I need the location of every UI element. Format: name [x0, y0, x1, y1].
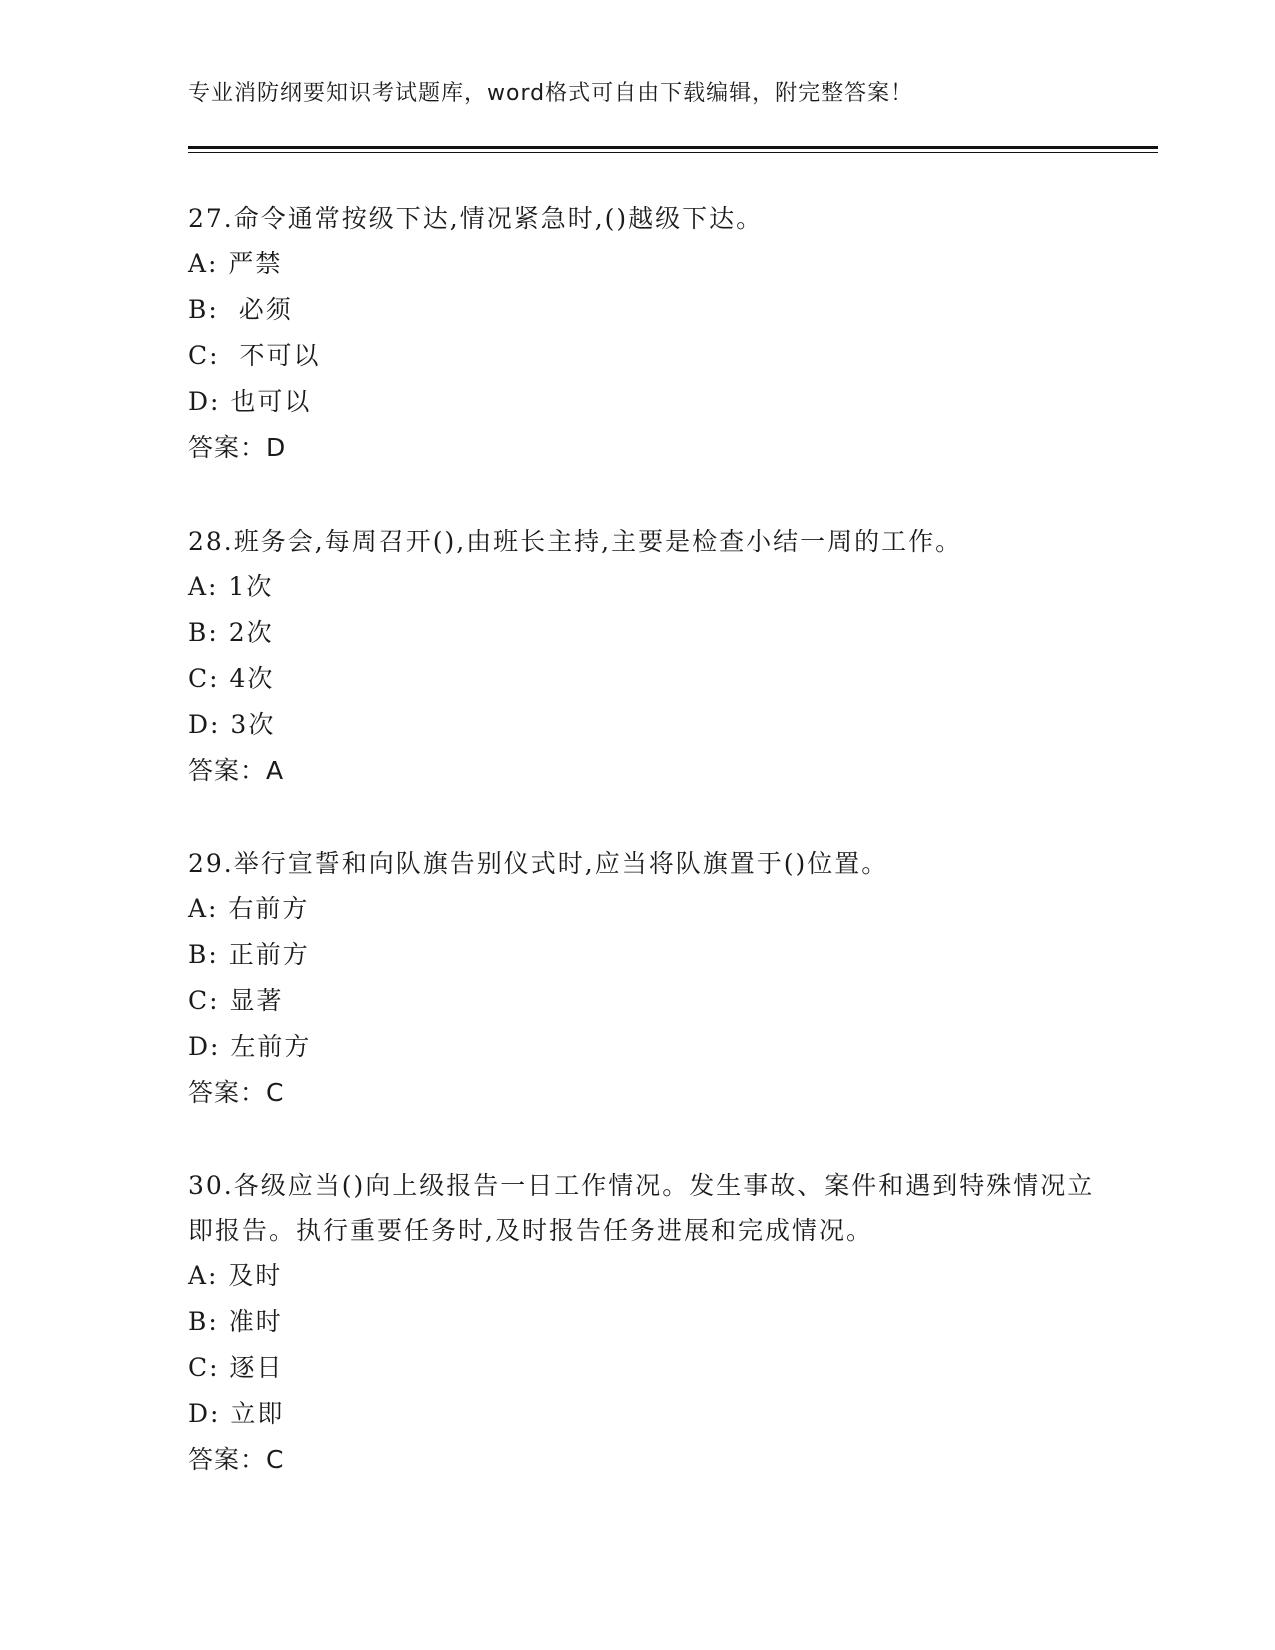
- answer-line: [188, 748, 1108, 794]
- question-stem: 30.各级应当()向上级报告一日工作情况。发生事故、案件和遇到特殊情况立即报告。执行重要任务时,及时报告任务进展和完成情况。: [188, 1171, 1095, 1245]
- option-c: C: 显著: [188, 986, 284, 1015]
- answer-label: 答案：: [188, 433, 267, 462]
- option-b: B: 正前方: [188, 940, 310, 969]
- question-stem: 27.命令通常按级下达,情况紧急时,()越级下达。: [188, 204, 764, 233]
- answer-line: [188, 425, 1108, 471]
- option-a: A: 右前方: [188, 894, 310, 923]
- question-29: [188, 841, 1108, 1116]
- option-d: D: 3次: [188, 710, 276, 739]
- option-a: A: 1次: [188, 572, 274, 601]
- answer-label: 答案：: [188, 756, 267, 785]
- answer-value: A: [266, 756, 284, 785]
- option-b: B: 准时: [188, 1307, 283, 1336]
- header-rule-thin: [188, 152, 1158, 153]
- question-30: [188, 1163, 1108, 1483]
- answer-line: [188, 1437, 1108, 1483]
- answer-label: 答案：: [188, 1445, 267, 1474]
- question-stem: 28.班务会,每周召开(),由班长主持,主要是检查小结一周的工作。: [188, 527, 963, 556]
- option-c: C: 逐日: [188, 1353, 284, 1382]
- answer-value: C: [266, 1445, 284, 1474]
- answer-value: D: [266, 433, 286, 462]
- option-d: D: 左前方: [188, 1032, 312, 1061]
- option-b: B: 必须: [188, 295, 293, 324]
- answer-label: 答案：: [188, 1078, 267, 1107]
- question-27: [188, 196, 1108, 471]
- option-d: D: 也可以: [188, 387, 312, 416]
- question-stem: 29.举行宣誓和向队旗告别仪式时,应当将队旗置于()位置。: [188, 849, 889, 878]
- option-c: C: 不可以: [188, 341, 321, 370]
- option-d: D: 立即: [188, 1399, 285, 1428]
- option-a: A: 及时: [188, 1261, 283, 1290]
- option-c: C: 4次: [188, 664, 275, 693]
- header-rule-thick: [188, 146, 1158, 149]
- option-b: B: 2次: [188, 618, 274, 647]
- answer-line: [188, 1070, 1108, 1116]
- page-header: 专业消防纲要知识考试题库，word格式可自由下载编辑，附完整答案！: [188, 81, 914, 106]
- question-28: [188, 519, 1108, 794]
- option-a: A: 严禁: [188, 249, 283, 278]
- answer-value: C: [266, 1078, 284, 1107]
